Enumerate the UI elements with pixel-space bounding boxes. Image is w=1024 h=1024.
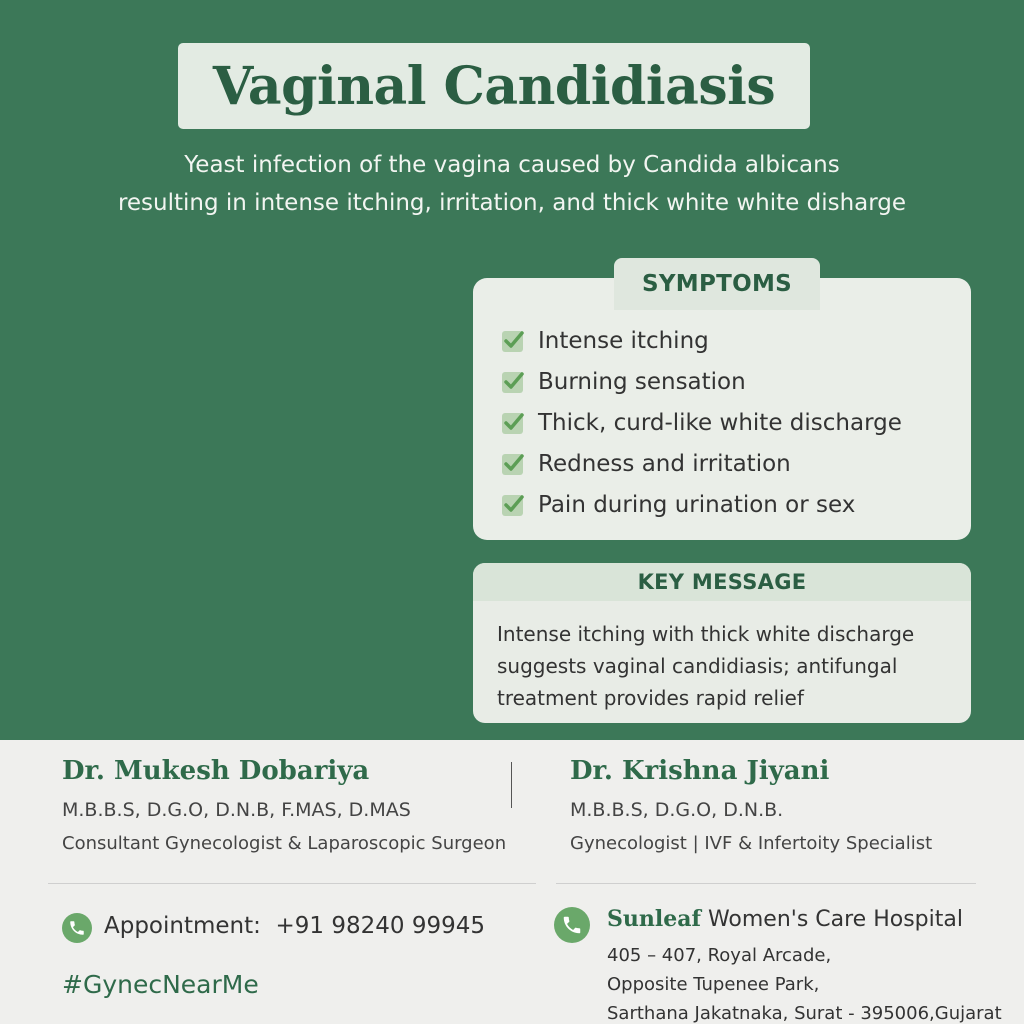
hospital-address bbox=[607, 941, 1002, 1024]
symptoms-heading: SYMPTOMS bbox=[614, 258, 820, 310]
hospital-name-rest: Women's Care Hospital bbox=[700, 907, 963, 932]
symptom-label: Intense itching bbox=[538, 327, 709, 354]
appointment-line bbox=[104, 913, 485, 939]
symptom-item bbox=[500, 402, 902, 443]
key-message-heading: KEY MESSAGE bbox=[473, 563, 971, 601]
symptom-label: Redness and irritation bbox=[538, 450, 791, 477]
key-message-line: treatment provides rapid relief bbox=[497, 686, 804, 710]
address-line: 405 – 407, Royal Arcade, bbox=[607, 945, 832, 966]
hashtag: #GynecNearMe bbox=[62, 970, 259, 999]
key-message-line: Intense itching with thick white discharge bbox=[497, 622, 915, 646]
check-icon bbox=[500, 369, 526, 395]
doctor-name: Dr. Mukesh Dobariya bbox=[62, 756, 370, 786]
doctor-degrees: M.B.B.S, D.G.O, D.N.B, F.MAS, D.MAS bbox=[62, 799, 411, 821]
key-message-line: suggests vaginal candidiasis; antifungal bbox=[497, 654, 898, 678]
address-line: Opposite Tupenee Park, bbox=[607, 974, 820, 995]
vertical-divider bbox=[511, 762, 512, 808]
symptom-item bbox=[500, 443, 902, 484]
subtitle-line: resulting in intense itching, irritation, and thick white white disharge bbox=[117, 190, 907, 216]
title-banner bbox=[178, 43, 810, 129]
subtitle-line: Yeast infection of the vagina caused by Candida albicans bbox=[184, 152, 840, 178]
doctor-name: Dr. Krishna Jiyani bbox=[570, 756, 830, 786]
check-icon bbox=[500, 410, 526, 436]
doctor-role: Consultant Gynecologist & Laparoscopic Surgeon bbox=[62, 833, 507, 854]
doctor-degrees: M.B.B.S, D.G.O, D.N.B. bbox=[570, 799, 784, 821]
symptom-label: Thick, curd-like white discharge bbox=[538, 409, 902, 436]
page-title: Vaginal Candidiasis bbox=[212, 55, 776, 117]
check-icon bbox=[500, 492, 526, 518]
symptom-item bbox=[500, 361, 902, 402]
symptom-label: Pain during urination or sex bbox=[538, 491, 856, 518]
doctor-role: Gynecologist | IVF & Infertoity Specialist bbox=[570, 833, 933, 854]
subtitle bbox=[0, 146, 1024, 222]
symptom-item bbox=[500, 484, 902, 525]
symptom-item bbox=[500, 320, 902, 361]
symptom-label: Burning sensation bbox=[538, 368, 746, 395]
symptoms-list bbox=[500, 320, 902, 525]
appointment-label: Appointment: bbox=[104, 913, 261, 939]
key-message-card bbox=[473, 563, 971, 723]
divider bbox=[48, 883, 536, 884]
hospital-name bbox=[607, 906, 963, 932]
appointment-phone[interactable]: +91 98240 99945 bbox=[275, 913, 486, 939]
divider bbox=[556, 883, 976, 884]
key-message-body bbox=[473, 601, 971, 714]
phone-icon bbox=[62, 913, 92, 943]
address-line: Sarthana Jakatnaka, Surat - 395006,Gujarat bbox=[607, 1003, 1002, 1024]
check-icon bbox=[500, 328, 526, 354]
phone-icon bbox=[554, 907, 590, 943]
check-icon bbox=[500, 451, 526, 477]
hospital-brand: Sunleaf bbox=[607, 906, 701, 932]
